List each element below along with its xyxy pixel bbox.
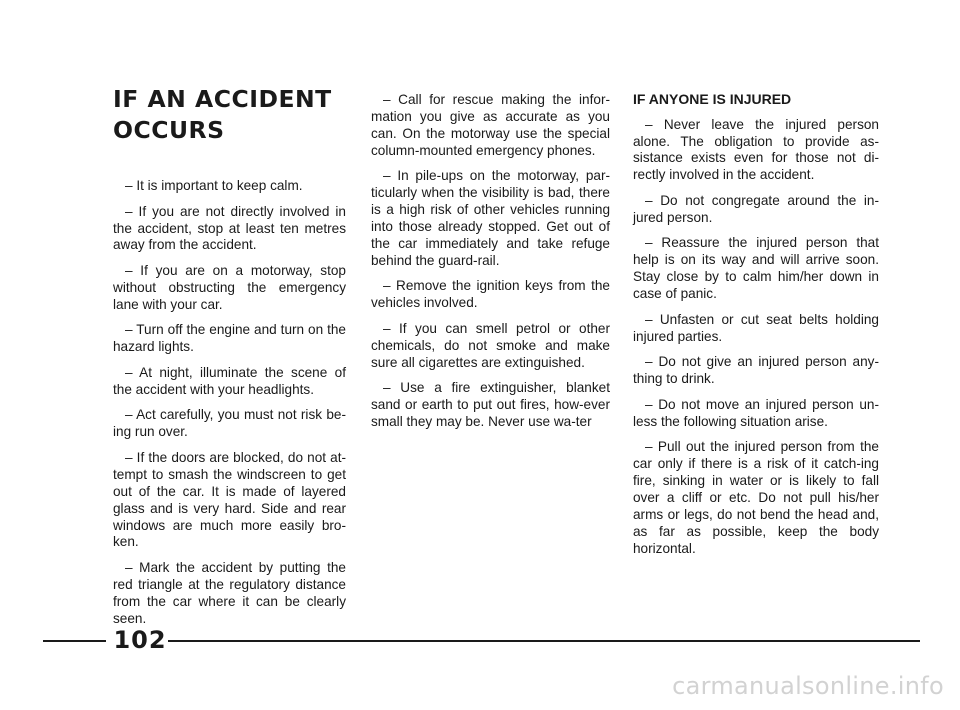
page-number: 102 <box>113 626 167 654</box>
paragraph: – At night, illuminate the scene of the accident with your headlights. <box>113 364 346 397</box>
footer-rule-left <box>43 640 106 642</box>
watermark: carmanualsonline.info <box>672 672 944 700</box>
paragraph: – If you are not directly involved in the accident, stop at least ten metres away from the accident. <box>113 203 346 253</box>
column-1 <box>113 178 346 636</box>
paragraph: – Do not congregate around the in-jured person. <box>633 192 879 225</box>
subsection-heading: IF ANYONE IS INJURED <box>633 91 792 107</box>
title-line-1: IF AN ACCIDENT <box>113 85 332 113</box>
paragraph: – If you can smell petrol or other chemicals, do not smoke and make sure all cigarettes are extinguished. <box>371 320 610 370</box>
paragraph: – If the doors are blocked, do not at-tempt to smash the windscreen to get out of the car. It is made of layered glass and is very hard. Side and rear windows are much more easily bro-ken. <box>113 449 346 550</box>
paragraph: – If you are on a motorway, stop without obstructing the emergency lane with your car. <box>113 263 346 312</box>
paragraph: – Pull out the injured person from the car only if there is a risk of it catch-ing fire, sinking in water or is likely to fall over a cliff or etc. Do not pull his/her arms or legs, do not bend the head and, as far as possible, keep the body horizontal. <box>633 439 879 556</box>
section-title <box>113 84 353 146</box>
paragraph: – Do not move an injured person un-less the following situation arise. <box>633 396 879 429</box>
paragraph: – Call for rescue making the infor-mation you give as accurate as you can. On the motorway use the special column-mounted emergency phones. <box>371 92 610 158</box>
paragraph: – Use a fire extinguisher, blanket sand or earth to put out fires, how-ever small they may be. Never use wa-ter <box>371 380 610 430</box>
column-2 <box>371 92 610 440</box>
paragraph: – It is important to keep calm. <box>125 178 303 193</box>
paragraph: – Remove the ignition keys from the vehicles involved. <box>371 278 610 311</box>
paragraph: – Never leave the injured person alone. The obligation to provide as-sistance exists even for those not di-rectly involved in the accident. <box>633 116 879 183</box>
paragraph: – Act carefully, you must not risk be-ing run over. <box>113 407 346 440</box>
paragraph: – Unfasten or cut seat belts holding injured parties. <box>633 311 879 344</box>
paragraph: – Mark the accident by putting the red triangle at the regulatory distance from the car where it can be clearly seen. <box>113 560 346 626</box>
footer-rule-right <box>168 640 920 642</box>
paragraph: – Do not give an injured person any-thing to drink. <box>633 354 879 387</box>
title-line-2: OCCURS <box>113 116 225 144</box>
paragraph: – Reassure the injured person that help is on its way and will arrive soon. Stay close by to calm him/her down in case of panic. <box>633 235 879 302</box>
paragraph: – Turn off the engine and turn on the hazard lights. <box>113 322 346 355</box>
paragraph: – In pile-ups on the motorway, par-ticularly when the visibility is bad, there is a high risk of other vehicles running into those already stopped. Get out of the car immediately and take refuge behind the guard-rail. <box>371 168 610 268</box>
column-3 <box>633 91 879 566</box>
